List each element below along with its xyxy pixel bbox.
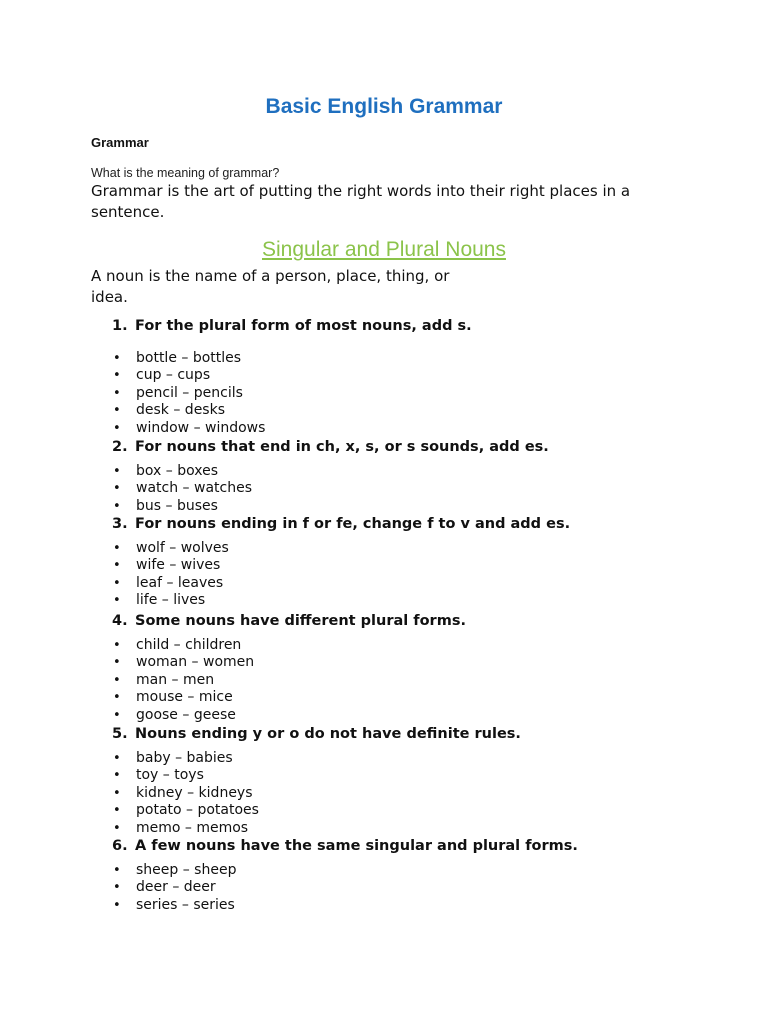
example-text: memo – memos [136, 819, 249, 836]
bullet-icon: • [113, 481, 121, 497]
example-text: man – men [136, 671, 215, 688]
example-text: leaf – leaves [136, 574, 224, 591]
example-text: mouse – mice [136, 689, 233, 706]
rule-text: For nouns ending in f or fe, change f to v and add es. [135, 516, 571, 532]
rule-text: A few nouns have the same singular and plural forms. [135, 838, 578, 854]
example-text: pencil – pencils [136, 384, 243, 401]
section-subtitle: Singular and Plural Nouns [262, 238, 506, 261]
example-text: child – children [136, 637, 242, 653]
example-text: baby – babies [136, 750, 233, 766]
rule-heading [112, 838, 578, 854]
example-text: sheep – sheep [136, 862, 237, 878]
bullet-icon: • [113, 751, 121, 766]
bullet-icon: • [113, 655, 121, 671]
bullet-icon: • [113, 575, 121, 591]
rule-number: 6. [112, 838, 128, 854]
bullet-icon: • [113, 541, 121, 556]
rule-number: 5. [112, 726, 128, 742]
bullet-icon: • [113, 880, 121, 896]
example-text: watch – watches [136, 480, 252, 497]
bullet-icon: • [113, 803, 121, 819]
bullet-icon: • [113, 768, 121, 784]
rule-heading [112, 726, 521, 742]
bullet-icon: • [113, 863, 121, 878]
section-heading: Grammar [91, 135, 149, 150]
bullet-icon: • [113, 464, 121, 479]
rule-heading [112, 439, 549, 455]
bullet-icon: • [113, 672, 121, 688]
example-text: goose – geese [136, 706, 236, 723]
example-text: box – boxes [136, 463, 218, 479]
bullet-icon: • [113, 820, 121, 836]
rule-heading [112, 613, 466, 629]
rule-heading [112, 318, 472, 334]
bullet-icon: • [113, 351, 121, 366]
definition-text: Grammar is the art of putting the right words into their right places in a sentence. [91, 182, 631, 221]
bullet-icon: • [113, 785, 121, 801]
rule-text: For the plural form of most nouns, add s. [135, 318, 472, 334]
bullet-icon: • [113, 707, 121, 723]
bullet-icon: • [113, 897, 121, 913]
example-text: potato – potatoes [136, 802, 259, 819]
rule-number: 4. [112, 613, 128, 629]
example-text: toy – toys [136, 767, 204, 784]
example-text: wife – wives [136, 557, 221, 574]
example-text: cup – cups [136, 367, 211, 384]
bullet-icon: • [113, 690, 121, 706]
example-text: life – lives [136, 592, 206, 609]
bullet-icon: • [113, 385, 121, 401]
intro-text: A noun is the name of a person, place, thing, or idea. [91, 267, 450, 306]
bullet-icon: • [113, 403, 121, 419]
example-text: bus – buses [136, 497, 218, 514]
bullet-icon: • [113, 420, 121, 436]
bullet-icon: • [113, 498, 121, 514]
rule-text: Nouns ending y or o do not have definite rules. [135, 726, 521, 742]
rule-text: Some nouns have different plural forms. [135, 613, 466, 629]
rule-number: 2. [112, 439, 128, 455]
example-text: wolf – wolves [136, 540, 229, 556]
rule-number: 3. [112, 516, 128, 532]
rule-text: For nouns that end in ch, x, s, or s sounds, add es. [135, 439, 549, 455]
example-text: desk – desks [136, 402, 225, 419]
bullet-icon: • [113, 638, 121, 653]
example-text: woman – women [136, 654, 255, 671]
example-text: kidney – kidneys [136, 784, 253, 801]
example-text: bottle – bottles [136, 350, 242, 366]
example-text: window – windows [136, 419, 266, 436]
bullet-icon: • [113, 368, 121, 384]
page-title: Basic English Grammar [265, 95, 503, 118]
bullet-icon: • [113, 593, 121, 609]
question-text: What is the meaning of grammar? [91, 166, 280, 180]
rule-heading [112, 516, 570, 532]
rule-number: 1. [112, 318, 128, 334]
example-text: deer – deer [136, 879, 216, 896]
bullet-icon: • [113, 558, 121, 574]
example-text: series – series [136, 896, 235, 913]
